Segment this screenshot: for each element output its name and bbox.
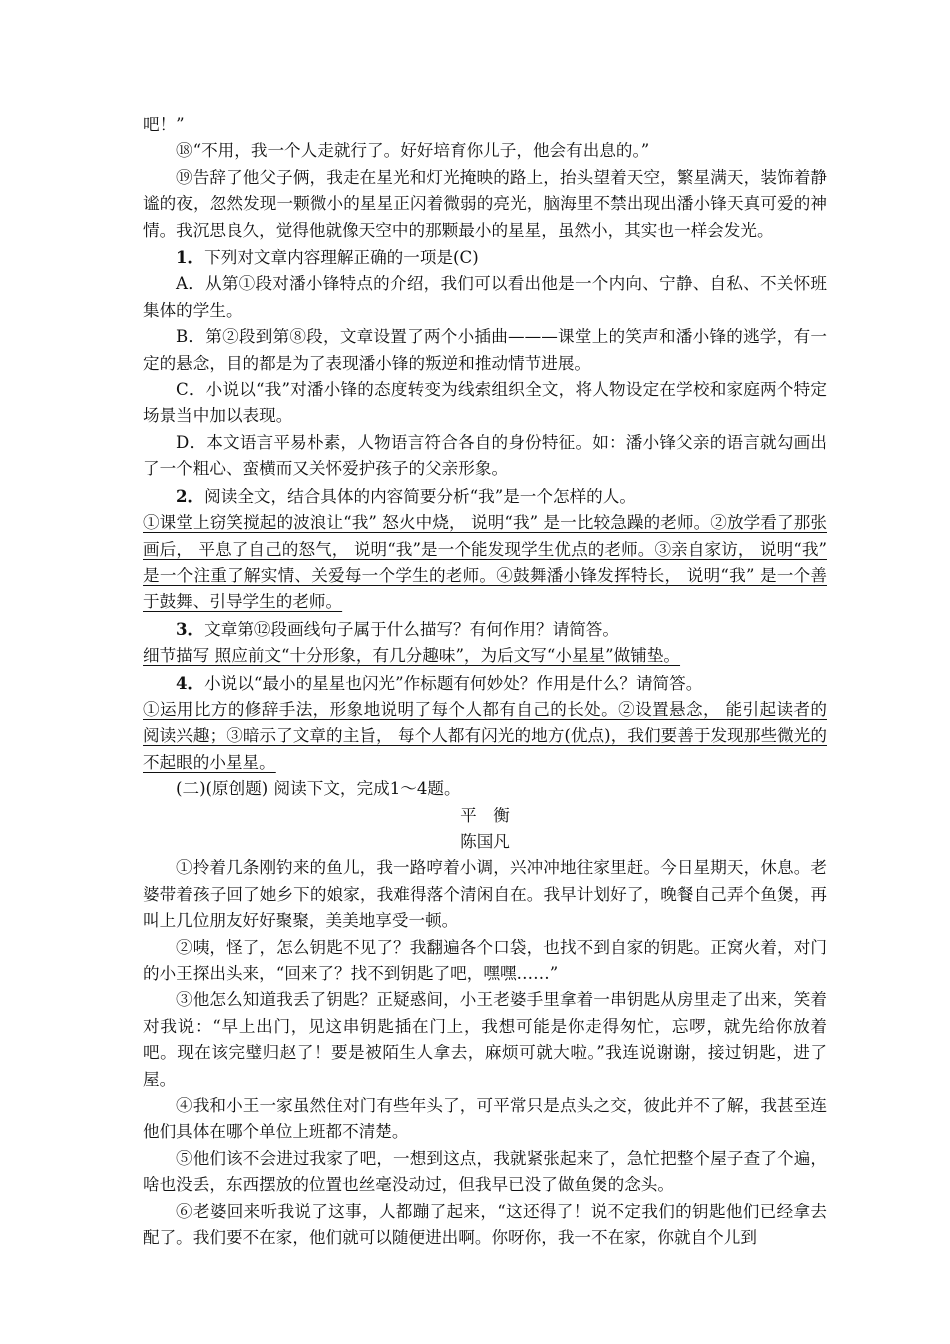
answer-text: ①运用比方的修辞手法，形象地说明了每个人都有自己的长处。②设置悬念， 能引起读者的阅读兴趣；③暗示了文章的主旨， 每个人都有闪光的地方(优点)，我们要善于发现那些微光的不起眼的小星星。 [143,699,827,772]
story-paragraph-6: ⑥老婆回来听我说了这事，人都蹦了起来，“这还得了！说不定我们的钥匙他们已经拿去配了。我们要不在家，他们就可以随便进出啊。你呀你，我一不在家，你就自个儿到 [143,1201,827,1248]
answer-3 [143,643,827,669]
option-d: D．本文语言平易朴素，人物语言符合各自的身份特征。如：潘小锋父亲的语言就勾画出了一个粗心、蛮横而又关怀爱护孩子的父亲形象。 [143,432,827,479]
question-stem: 下列对文章内容理解正确的一项是(C) [204,248,479,268]
question-4 [143,670,827,697]
story-paragraph-2: ②咦，怪了，怎么钥匙不见了？我翻遍各个口袋，也找不到自家的钥匙。正窝火着，对门的小王探出头来，“回来了？找不到钥匙了吧，嘿嘿……” [143,937,827,983]
question-3 [143,616,827,643]
paragraph-continuation: 吧！” [143,115,185,134]
option-b: B．第②段到第⑧段，文章设置了两个小插曲———课堂上的笑声和潘小锋的逃学，有一定的悬念，目的都是为了表现潘小锋的叛逆和推动情节进展。 [143,327,827,373]
question-stem: 小说以“最小的星星也闪光”作标题有何妙处？作用是什么？请简答。 [204,673,703,693]
answer-text: 细节描写 照应前文“十分形象，有几分趣味”，为后文写“小星星”做铺垫。 [143,646,681,666]
question-1 [143,244,827,271]
answer-text: ①课堂上窃笑搅起的波浪让“我” 怒火中烧， 说明“我” 是一比较急躁的老师。②放学看了那张画后， 平息了自己的怒气， 说明“我”是一个能发现学生优点的老师。③亲自家访， 说明“我” 是一个注重了解实情、关爱每一个学生的老师。④鼓舞潘小锋发挥特长， 说明“我” 是一个善于鼓舞、引导学生的老师。 [143,513,827,612]
answer-4 [143,697,827,776]
story-paragraph-4: ④我和小王一家虽然住对门有些年头了，可平常只是点头之交，彼此并不了解，我甚至连他们具体在哪个单位上班都不清楚。 [143,1096,827,1142]
paragraph-18: ⑱“不用，我一个人走就行了。好好培育你儿子，他会有出息的。” [176,141,650,161]
question-stem: 阅读全文，结合具体的内容简要分析“我”是一个怎样的人。 [204,486,636,506]
option-a: A．从第①段对潘小锋特点的介绍，我们可以看出他是一个内向、宁静、自私、不关怀班集体的学生。 [143,274,827,320]
story-paragraph-1: ①拎着几条刚钓来的鱼儿，我一路哼着小调，兴冲冲地往家里赶。今日星期天，休息。老婆带着孩子回了她乡下的娘家，我难得落个清闲自在。我早计划好了，晚餐自己弄个鱼煲，再叫上几位朋友好好聚聚，美美地享受一顿。 [143,858,827,931]
section-intro: (二)(原创题) 阅读下文，完成1～4题。 [176,779,461,799]
paragraph-19: ⑲告辞了他父子俩，我走在星光和灯光掩映的路上，抬头望着天空，繁星满天，装饰着静谧的夜，忽然发现一颗微小的星星正闪着微弱的亮光，脑海里不禁出现出潘小锋天真可爱的神情。我沉思良久，觉得他就像天空中的那颗最小的星星，虽然小，其实也一样会发光。 [143,167,827,240]
story-paragraph-3: ③他怎么知道我丢了钥匙？正疑惑间，小王老婆手里拿着一串钥匙从房里走了出来，笑着对我说：“早上出门，见这串钥匙插在门上，我想可能是你走得匆忙，忘啰，就先给你放着吧。现在该完璧归赵了！要是被陌生人拿去，麻烦可就大啦。”我连说谢谢，接过钥匙，进了屋。 [143,990,827,1089]
question-2 [143,483,827,510]
answer-2 [143,510,827,616]
question-number: 3． [176,618,205,639]
question-number: 4． [176,672,205,693]
question-number: 2． [176,485,205,506]
document-page [143,112,827,1251]
question-stem: 文章第⑫段画线句子属于什么描写？有何作用？请简答。 [204,619,619,639]
question-number: 1． [176,247,205,268]
story-paragraph-5: ⑤他们该不会进过我家了吧，一想到这点，我就紧张起来了，急忙把整个屋子查了个遍，啥也没丢，东西摆放的位置也丝毫没动过，但我早已没了做鱼煲的念头。 [143,1148,827,1195]
story-title: 平 衡 [460,805,510,825]
story-author: 陈国凡 [460,831,510,851]
option-c: C．小说以“我”对潘小锋的态度转变为线索组织全文，将人物设定在学校和家庭两个特定场景当中加以表现。 [143,380,827,426]
